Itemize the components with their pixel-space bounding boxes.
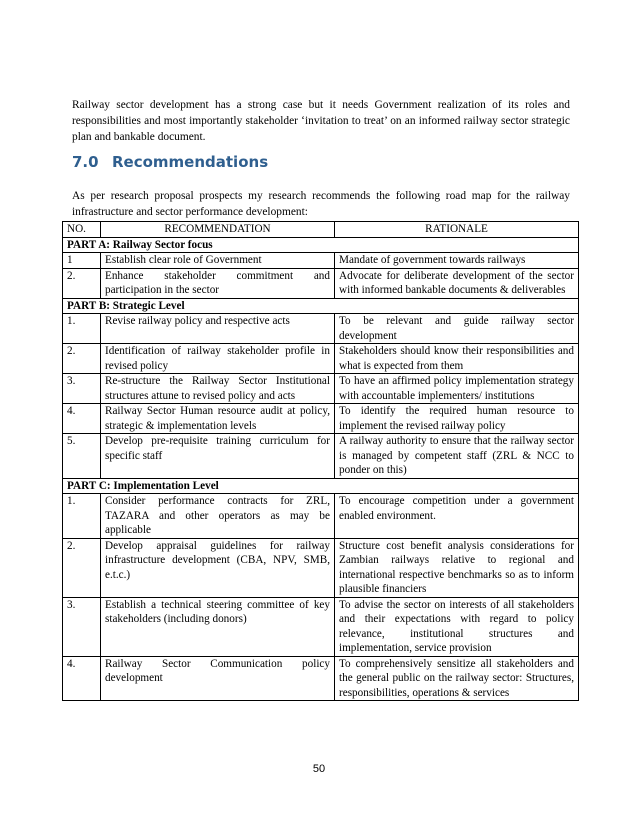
part-title: PART A: Railway Sector focus xyxy=(63,237,579,253)
table-row xyxy=(63,434,579,479)
table-row xyxy=(63,538,579,597)
table-header-row xyxy=(63,222,579,238)
part-heading-row xyxy=(63,478,579,494)
row-number: 3. xyxy=(63,597,101,656)
page-number: 50 xyxy=(312,763,326,775)
row-rationale: To be relevant and guide railway sector development xyxy=(335,314,579,344)
row-rationale: A railway authority to ensure that the railway sector is managed by competent staff (ZRL & NCC to ponder on this) xyxy=(335,434,579,479)
row-recommendation: Revise railway policy and respective acts xyxy=(101,314,335,344)
row-number: 5. xyxy=(63,434,101,479)
row-recommendation: Develop pre-requisite training curriculum for specific staff xyxy=(101,434,335,479)
part-title: PART B: Strategic Level xyxy=(63,298,579,314)
row-number: 1. xyxy=(63,494,101,539)
row-rationale: To encourage competition under a government enabled environment. xyxy=(335,494,579,539)
part-title: PART C: Implementation Level xyxy=(63,478,579,494)
lead-paragraph: As per research proposal prospects my research recommends the following road map for the railway infrastructure and sector performance development: xyxy=(72,190,570,219)
row-recommendation: Consider performance contracts for ZRL, TAZARA and other operators as may be applicable xyxy=(101,494,335,539)
table-row xyxy=(63,253,579,269)
row-number: 2. xyxy=(63,538,101,597)
row-recommendation: Railway Sector Human resource audit at policy, strategic & implementation levels xyxy=(101,404,335,434)
section-number: 7.0 xyxy=(72,153,99,171)
row-rationale: Advocate for deliberate development of the sector with informed bankable documents & deliverables xyxy=(335,268,579,298)
row-rationale: To comprehensively sensitize all stakeholders and the general public on the railway sector: Structures, responsibilities, operations & services xyxy=(335,656,579,701)
header-rationale: RATIONALE xyxy=(335,222,579,238)
table-row xyxy=(63,404,579,434)
row-rationale: To have an affirmed policy implementation strategy with accountable implementers/ institutions xyxy=(335,374,579,404)
row-recommendation: Railway Sector Communication policy development xyxy=(101,656,335,701)
table-row xyxy=(63,344,579,374)
row-recommendation: Develop appraisal guidelines for railway infrastructure development (CBA, NPV, SMB, e.t.c.) xyxy=(101,538,335,597)
table-row xyxy=(63,314,579,344)
row-rationale: Stakeholders should know their responsibilities and what is expected from them xyxy=(335,344,579,374)
table-row xyxy=(63,656,579,701)
part-heading-row xyxy=(63,298,579,314)
row-recommendation: Establish a technical steering committee of key stakeholders (including donors) xyxy=(101,597,335,656)
header-recommendation: RECOMMENDATION xyxy=(101,222,335,238)
table-row xyxy=(63,494,579,539)
table-row xyxy=(63,374,579,404)
row-recommendation: Re-structure the Railway Sector Institutional structures attune to revised policy and acts xyxy=(101,374,335,404)
row-number: 3. xyxy=(63,374,101,404)
table-body xyxy=(63,237,579,701)
row-recommendation: Enhance stakeholder commitment and participation in the sector xyxy=(101,268,335,298)
row-rationale: Structure cost benefit analysis considerations for Zambian railways relative to regional and international respective benchmarks so as to inform plausible financiers xyxy=(335,538,579,597)
row-number: 4. xyxy=(63,656,101,701)
row-number: 1 xyxy=(63,253,101,269)
recommendations-table xyxy=(62,221,579,701)
intro-paragraph: Railway sector development has a strong case but it needs Government realization of its roles and responsibilities and most importantly stakeholder ‘invitation to treat’ on an informed railway sector strategic plan and bankable document. xyxy=(72,99,570,144)
row-number: 1. xyxy=(63,314,101,344)
table-row xyxy=(63,597,579,656)
section-heading xyxy=(72,153,268,171)
row-rationale: Mandate of government towards railways xyxy=(335,253,579,269)
part-heading-row xyxy=(63,237,579,253)
row-number: 2. xyxy=(63,344,101,374)
row-recommendation: Identification of railway stakeholder profile in revised policy xyxy=(101,344,335,374)
table-row xyxy=(63,268,579,298)
section-title: Recommendations xyxy=(112,153,269,171)
row-number: 4. xyxy=(63,404,101,434)
row-number: 2. xyxy=(63,268,101,298)
row-rationale: To advise the sector on interests of all stakeholders and their expectations with regard to policy relevance, institutional structures and implementation, service provision xyxy=(335,597,579,656)
row-recommendation: Establish clear role of Government xyxy=(101,253,335,269)
header-no: NO. xyxy=(63,222,101,238)
row-rationale: To identify the required human resource to implement the revised railway policy xyxy=(335,404,579,434)
